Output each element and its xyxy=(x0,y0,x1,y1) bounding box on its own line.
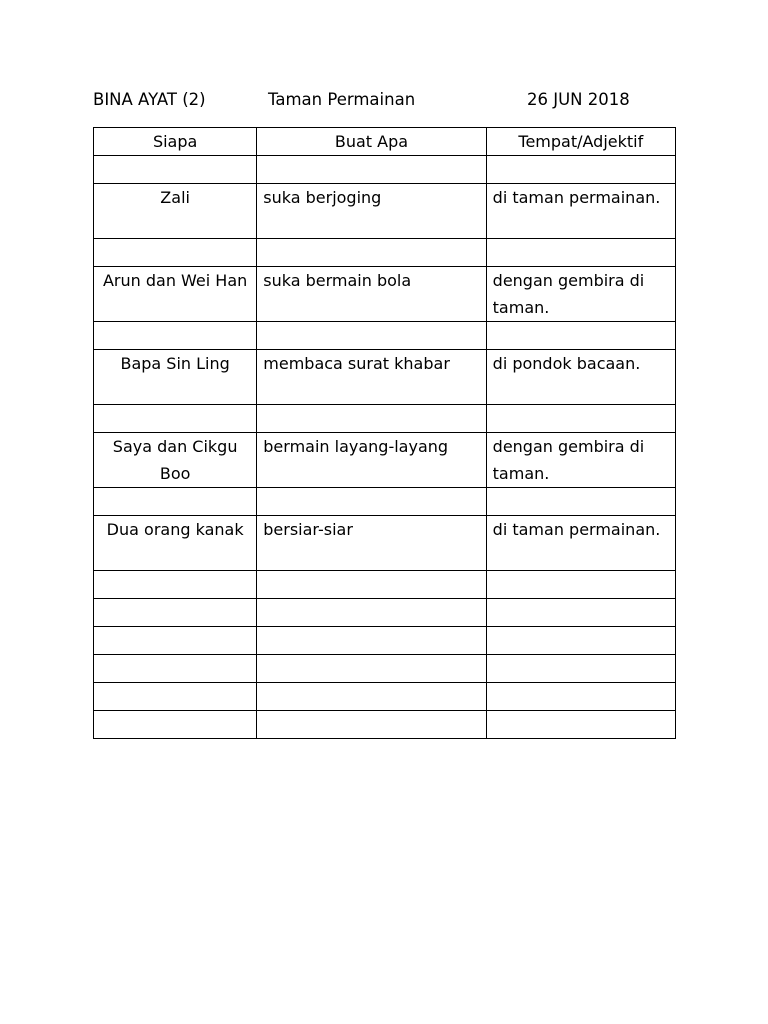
cell-what: suka bermain bola xyxy=(257,267,486,322)
cell-what: membaca surat khabar xyxy=(257,350,486,405)
empty-cell xyxy=(94,322,257,350)
empty-cell xyxy=(486,627,675,655)
cell-where: dengan gembira di taman. xyxy=(486,267,675,322)
empty-cell xyxy=(257,655,486,683)
cell-what: suka berjoging xyxy=(257,184,486,239)
spacer-row xyxy=(94,405,676,433)
spacer-row xyxy=(94,239,676,267)
empty-cell xyxy=(257,627,486,655)
table-row xyxy=(94,267,676,322)
cell-where: di taman permainan. xyxy=(486,184,675,239)
empty-cell xyxy=(257,599,486,627)
table-row xyxy=(94,433,676,488)
empty-cell xyxy=(486,322,675,350)
empty-cell xyxy=(257,571,486,599)
empty-cell xyxy=(257,239,486,267)
empty-cell xyxy=(257,488,486,516)
blank-row xyxy=(94,627,676,655)
empty-cell xyxy=(94,571,257,599)
empty-cell xyxy=(486,655,675,683)
empty-cell xyxy=(94,239,257,267)
cell-where: di pondok bacaan. xyxy=(486,350,675,405)
empty-cell xyxy=(257,322,486,350)
empty-cell xyxy=(486,599,675,627)
spacer-row xyxy=(94,322,676,350)
empty-cell xyxy=(257,683,486,711)
empty-cell xyxy=(94,655,257,683)
table-header-row xyxy=(94,128,676,156)
column-header-buat-apa: Buat Apa xyxy=(257,128,486,156)
spacer-row xyxy=(94,156,676,184)
cell-who: Arun dan Wei Han xyxy=(94,267,257,322)
empty-cell xyxy=(486,488,675,516)
worksheet-header xyxy=(93,90,673,116)
cell-what: bersiar-siar xyxy=(257,516,486,571)
cell-who: Bapa Sin Ling xyxy=(94,350,257,405)
empty-cell xyxy=(94,156,257,184)
empty-cell xyxy=(486,571,675,599)
empty-cell xyxy=(94,488,257,516)
worksheet-title: BINA AYAT (2) xyxy=(93,90,206,109)
empty-cell xyxy=(486,156,675,184)
empty-cell xyxy=(94,405,257,433)
spacer-row xyxy=(94,488,676,516)
empty-cell xyxy=(486,711,675,739)
empty-cell xyxy=(94,711,257,739)
cell-where: di taman permainan. xyxy=(486,516,675,571)
cell-who: Saya dan Cikgu Boo xyxy=(94,433,257,488)
blank-row xyxy=(94,683,676,711)
table-row xyxy=(94,516,676,571)
sentence-table xyxy=(93,127,676,739)
worksheet-date: 26 JUN 2018 xyxy=(527,90,630,109)
cell-what: bermain layang-layang xyxy=(257,433,486,488)
worksheet-topic: Taman Permainan xyxy=(268,90,416,109)
column-header-siapa: Siapa xyxy=(94,128,257,156)
blank-row xyxy=(94,711,676,739)
table-row xyxy=(94,184,676,239)
empty-cell xyxy=(486,405,675,433)
empty-cell xyxy=(94,683,257,711)
empty-cell xyxy=(257,711,486,739)
empty-cell xyxy=(94,627,257,655)
empty-cell xyxy=(94,599,257,627)
column-header-tempat-adjektif: Tempat/Adjektif xyxy=(486,128,675,156)
empty-cell xyxy=(257,405,486,433)
cell-who: Zali xyxy=(94,184,257,239)
blank-row xyxy=(94,599,676,627)
blank-row xyxy=(94,655,676,683)
empty-cell xyxy=(257,156,486,184)
cell-where: dengan gembira di taman. xyxy=(486,433,675,488)
empty-cell xyxy=(486,239,675,267)
table-row xyxy=(94,350,676,405)
empty-cell xyxy=(486,683,675,711)
cell-who: Dua orang kanak xyxy=(94,516,257,571)
blank-row xyxy=(94,571,676,599)
